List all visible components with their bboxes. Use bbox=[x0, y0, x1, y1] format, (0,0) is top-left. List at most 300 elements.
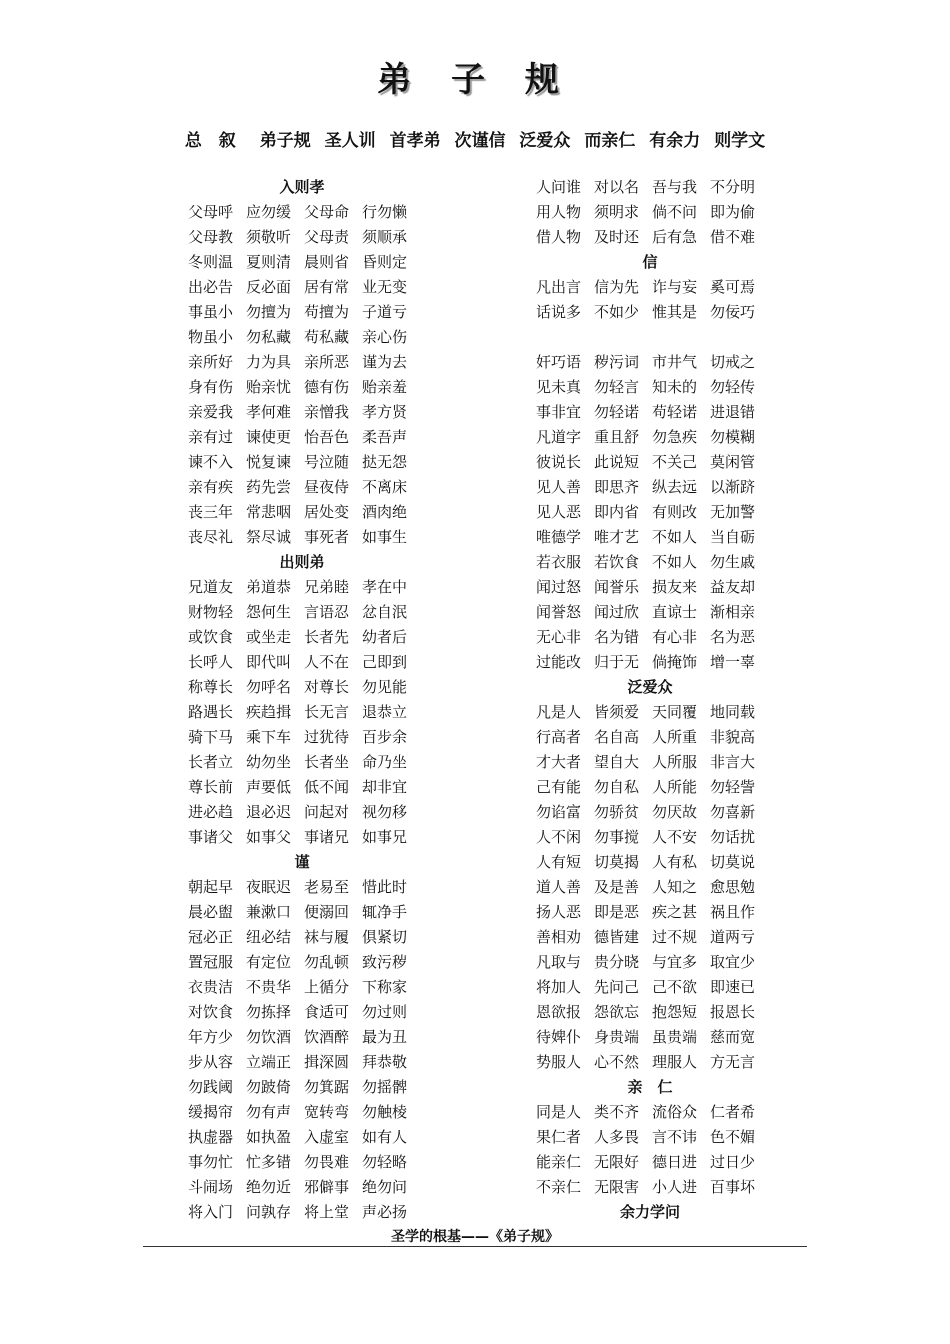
verse-phrase: 先问己 bbox=[594, 978, 640, 996]
verse-line bbox=[188, 825, 448, 850]
verse-phrase: 勿生戚 bbox=[710, 553, 756, 571]
verse-phrase: 望自大 bbox=[594, 753, 640, 771]
verse-line bbox=[188, 525, 448, 550]
verse-phrase: 方无言 bbox=[710, 1053, 756, 1071]
verse-phrase: 亲所恶 bbox=[304, 353, 350, 371]
verse-phrase: 长者先 bbox=[304, 628, 350, 646]
section-heading: 入则孝 bbox=[279, 178, 325, 196]
verse-phrase: 彼说长 bbox=[536, 453, 582, 471]
verse-line bbox=[536, 850, 796, 875]
verse-phrase: 取宜少 bbox=[710, 953, 756, 971]
verse-line bbox=[188, 600, 448, 625]
verse-phrase: 勿见能 bbox=[362, 678, 408, 696]
verse-phrase: 同是人 bbox=[536, 1103, 582, 1121]
verse-phrase: 晨则省 bbox=[304, 253, 350, 271]
verse-phrase: 勿有声 bbox=[246, 1103, 292, 1121]
verse-phrase: 乘下车 bbox=[246, 728, 292, 746]
verse-phrase: 不亲仁 bbox=[536, 1178, 582, 1196]
verse-phrase: 亲所好 bbox=[188, 353, 234, 371]
verse-phrase: 纽必结 bbox=[246, 928, 292, 946]
verse-phrase: 丧尽礼 bbox=[188, 528, 234, 546]
section-heading: 余力学问 bbox=[619, 1203, 680, 1221]
verse-line bbox=[536, 375, 796, 400]
page-title: 弟 子 规 bbox=[377, 60, 573, 100]
verse-phrase: 勿箕踞 bbox=[304, 1078, 350, 1096]
verse-phrase: 饮酒醉 bbox=[304, 1028, 350, 1046]
verse-phrase: 秽污词 bbox=[594, 353, 640, 371]
verse-phrase: 勿轻略 bbox=[362, 1153, 408, 1171]
verse-phrase: 视勿移 bbox=[362, 803, 408, 821]
verse-phrase: 或饮食 bbox=[188, 628, 234, 646]
verse-phrase: 事诸父 bbox=[188, 828, 234, 846]
verse-phrase: 见人恶 bbox=[536, 503, 582, 521]
verse-phrase: 德有伤 bbox=[304, 378, 350, 396]
verse-phrase: 勿乱顿 bbox=[304, 953, 350, 971]
verse-phrase: 即速已 bbox=[710, 978, 756, 996]
verse-phrase: 谏使更 bbox=[246, 428, 292, 446]
verse-phrase: 勿呼名 bbox=[246, 678, 292, 696]
intro-phrase: 泛爱众 bbox=[519, 131, 571, 151]
verse-line bbox=[536, 775, 796, 800]
verse-phrase: 食适可 bbox=[304, 1003, 350, 1021]
verse-phrase: 增一辜 bbox=[710, 653, 756, 671]
verse-phrase: 闻誉乐 bbox=[594, 578, 640, 596]
verse-phrase: 名为恶 bbox=[710, 628, 756, 646]
verse-phrase: 老易至 bbox=[304, 878, 350, 896]
verse-line bbox=[188, 375, 448, 400]
verse-phrase: 孝方贤 bbox=[362, 403, 408, 421]
verse-phrase: 人知之 bbox=[652, 878, 698, 896]
verse-phrase: 俱紧切 bbox=[362, 928, 408, 946]
verse-phrase: 谏不入 bbox=[188, 453, 234, 471]
verse-phrase: 力为具 bbox=[246, 353, 292, 371]
verse-phrase: 言不讳 bbox=[652, 1128, 698, 1146]
verse-phrase: 人不在 bbox=[304, 653, 350, 671]
verse-line bbox=[536, 825, 796, 850]
verse-phrase: 亲憎我 bbox=[304, 403, 350, 421]
verse-phrase: 倘掩饰 bbox=[652, 653, 698, 671]
verse-phrase: 不如人 bbox=[652, 553, 698, 571]
verse-line bbox=[536, 500, 796, 525]
verse-phrase: 骑下马 bbox=[188, 728, 234, 746]
verse-phrase: 有定位 bbox=[246, 953, 292, 971]
verse-phrase: 有心非 bbox=[652, 628, 698, 646]
verse-phrase: 如事生 bbox=[362, 528, 408, 546]
verse-line bbox=[536, 175, 796, 200]
verse-phrase: 立端正 bbox=[246, 1053, 292, 1071]
verse-phrase: 丧三年 bbox=[188, 503, 234, 521]
verse-phrase: 归于无 bbox=[594, 653, 640, 671]
verse-line bbox=[536, 1150, 796, 1175]
verse-phrase: 入虚室 bbox=[304, 1128, 350, 1146]
verse-phrase: 苟私藏 bbox=[304, 328, 350, 346]
verse-line bbox=[188, 925, 448, 950]
verse-phrase: 纵去远 bbox=[652, 478, 698, 496]
verse-phrase: 怨何生 bbox=[246, 603, 292, 621]
verse-phrase: 勿骄贫 bbox=[594, 803, 640, 821]
verse-phrase: 疾趋揖 bbox=[246, 703, 292, 721]
verse-phrase: 冠必正 bbox=[188, 928, 234, 946]
verse-phrase: 昼夜侍 bbox=[304, 478, 350, 496]
verse-phrase: 进必趋 bbox=[188, 803, 234, 821]
verse-phrase: 怨欲忘 bbox=[594, 1003, 640, 1021]
verse-phrase: 人多畏 bbox=[594, 1128, 640, 1146]
verse-phrase: 勿模糊 bbox=[710, 428, 756, 446]
verse-line bbox=[536, 650, 796, 675]
verse-phrase: 即为偷 bbox=[710, 203, 756, 221]
verse-phrase: 夏则清 bbox=[246, 253, 292, 271]
verse-phrase: 身有伤 bbox=[188, 378, 234, 396]
verse-phrase: 冬则温 bbox=[188, 253, 234, 271]
verse-phrase: 行高者 bbox=[536, 728, 582, 746]
verse-phrase: 色不媚 bbox=[710, 1128, 756, 1146]
verse-phrase: 事勿忙 bbox=[188, 1153, 234, 1171]
verse-line bbox=[188, 1200, 448, 1225]
intro-line bbox=[0, 126, 950, 151]
verse-phrase: 勿轻传 bbox=[710, 378, 756, 396]
verse-phrase: 将上堂 bbox=[304, 1203, 350, 1221]
verse-phrase: 倘不问 bbox=[652, 203, 698, 221]
verse-phrase: 报恩长 bbox=[710, 1003, 756, 1021]
verse-phrase: 勿谄富 bbox=[536, 803, 582, 821]
verse-phrase: 无限害 bbox=[594, 1178, 640, 1196]
verse-phrase: 问起对 bbox=[304, 803, 350, 821]
verse-phrase: 勿跛倚 bbox=[246, 1078, 292, 1096]
verse-phrase: 苟轻诺 bbox=[652, 403, 698, 421]
verse-phrase: 过不规 bbox=[652, 928, 698, 946]
verse-line bbox=[188, 1075, 448, 1100]
verse-phrase: 己有能 bbox=[536, 778, 582, 796]
verse-phrase: 或坐走 bbox=[246, 628, 292, 646]
verse-phrase: 物虽小 bbox=[188, 328, 234, 346]
verse-phrase: 悦复谏 bbox=[246, 453, 292, 471]
section-heading: 泛爱众 bbox=[627, 678, 673, 696]
verse-phrase: 愈思勉 bbox=[710, 878, 756, 896]
verse-phrase: 苟擅为 bbox=[304, 303, 350, 321]
intro-label: 总 叙 bbox=[184, 131, 236, 151]
verse-line bbox=[536, 600, 796, 625]
verse-phrase: 事非宜 bbox=[536, 403, 582, 421]
verse-phrase: 不离床 bbox=[362, 478, 408, 496]
verse-phrase: 人问谁 bbox=[536, 178, 582, 196]
verse-phrase: 切莫揭 bbox=[594, 853, 640, 871]
verse-line bbox=[188, 450, 448, 475]
verse-phrase: 退恭立 bbox=[362, 703, 408, 721]
verse-phrase: 挞无怨 bbox=[362, 453, 408, 471]
verse-phrase: 父母教 bbox=[188, 228, 234, 246]
verse-phrase: 柔吾声 bbox=[362, 428, 408, 446]
verse-phrase: 事虽小 bbox=[188, 303, 234, 321]
verse-phrase: 忿自泯 bbox=[362, 603, 408, 621]
verse-phrase: 能亲仁 bbox=[536, 1153, 582, 1171]
verse-phrase: 百步余 bbox=[362, 728, 408, 746]
verse-phrase: 待婢仆 bbox=[536, 1028, 582, 1046]
verse-phrase: 渐相亲 bbox=[710, 603, 756, 621]
verse-phrase: 勿轻诺 bbox=[594, 403, 640, 421]
verse-phrase: 闻过怒 bbox=[536, 578, 582, 596]
verse-phrase: 长呼人 bbox=[188, 653, 234, 671]
verse-line bbox=[536, 275, 796, 300]
verse-line bbox=[536, 1100, 796, 1125]
verse-phrase: 道两亏 bbox=[710, 928, 756, 946]
verse-phrase: 怡吾色 bbox=[304, 428, 350, 446]
verse-phrase: 亲爱我 bbox=[188, 403, 234, 421]
verse-phrase: 祸且作 bbox=[710, 903, 756, 921]
verse-line bbox=[188, 475, 448, 500]
verse-line bbox=[188, 700, 448, 725]
verse-phrase: 直谅士 bbox=[652, 603, 698, 621]
verse-phrase: 勿轻言 bbox=[594, 378, 640, 396]
verse-line bbox=[536, 800, 796, 825]
verse-phrase: 流俗众 bbox=[652, 1103, 698, 1121]
verse-phrase: 谨为去 bbox=[362, 353, 408, 371]
verse-phrase: 与宜多 bbox=[652, 953, 698, 971]
verse-phrase: 反必面 bbox=[246, 278, 292, 296]
verse-phrase: 须明求 bbox=[594, 203, 640, 221]
verse-phrase: 忙多错 bbox=[246, 1153, 292, 1171]
verse-phrase: 居有常 bbox=[304, 278, 350, 296]
verse-line bbox=[536, 975, 796, 1000]
verse-phrase: 如事父 bbox=[246, 828, 292, 846]
verse-phrase: 行勿懒 bbox=[362, 203, 408, 221]
verse-phrase: 绝勿问 bbox=[362, 1178, 408, 1196]
verse-phrase: 宽转弯 bbox=[304, 1103, 350, 1121]
verse-phrase: 如执盈 bbox=[246, 1128, 292, 1146]
verse-phrase: 号泣随 bbox=[304, 453, 350, 471]
verse-phrase: 勿拣择 bbox=[246, 1003, 292, 1021]
verse-line bbox=[536, 225, 796, 250]
verse-line bbox=[188, 400, 448, 425]
verse-line bbox=[536, 200, 796, 225]
verse-phrase: 弟道恭 bbox=[246, 578, 292, 596]
verse-phrase: 勿触棱 bbox=[362, 1103, 408, 1121]
verse-phrase: 常悲咽 bbox=[246, 503, 292, 521]
verse-phrase: 勿事搅 bbox=[594, 828, 640, 846]
verse-phrase: 居处变 bbox=[304, 503, 350, 521]
verse-phrase: 即思齐 bbox=[594, 478, 640, 496]
verse-phrase: 勿私藏 bbox=[246, 328, 292, 346]
verse-phrase: 孝在中 bbox=[362, 578, 408, 596]
verse-line bbox=[536, 400, 796, 425]
verse-line bbox=[188, 225, 448, 250]
verse-phrase: 药先尝 bbox=[246, 478, 292, 496]
verse-phrase: 己不欲 bbox=[652, 978, 698, 996]
verse-phrase: 辄净手 bbox=[362, 903, 408, 921]
verse-phrase: 命乃坐 bbox=[362, 753, 408, 771]
verse-phrase: 借不难 bbox=[710, 228, 756, 246]
verse-line bbox=[188, 425, 448, 450]
intro-phrase: 次谨信 bbox=[454, 131, 506, 151]
verse-phrase: 闻誉怒 bbox=[536, 603, 582, 621]
verse-phrase: 心不然 bbox=[594, 1053, 640, 1071]
verse-phrase: 唯才艺 bbox=[594, 528, 640, 546]
verse-phrase: 知未的 bbox=[652, 378, 698, 396]
verse-phrase: 事诸兄 bbox=[304, 828, 350, 846]
verse-phrase: 以渐跻 bbox=[710, 478, 756, 496]
intro-phrase: 圣人训 bbox=[324, 131, 376, 151]
verse-phrase: 勿话扰 bbox=[710, 828, 756, 846]
verse-phrase: 无加警 bbox=[710, 503, 756, 521]
verse-line bbox=[188, 500, 448, 525]
verse-line bbox=[188, 650, 448, 675]
verse-phrase: 过能改 bbox=[536, 653, 582, 671]
verse-phrase: 及时还 bbox=[594, 228, 640, 246]
verse-phrase: 勿厌故 bbox=[652, 803, 698, 821]
right-column bbox=[536, 175, 796, 1225]
verse-line bbox=[188, 1050, 448, 1075]
verse-phrase: 不如人 bbox=[652, 528, 698, 546]
footer-text: 圣学的根基——《弟子规》 bbox=[391, 1229, 559, 1245]
verse-phrase: 亲有过 bbox=[188, 428, 234, 446]
verse-phrase: 仁者希 bbox=[710, 1103, 756, 1121]
verse-line bbox=[188, 200, 448, 225]
verse-phrase: 切戒之 bbox=[710, 353, 756, 371]
verse-phrase: 唯德学 bbox=[536, 528, 582, 546]
verse-phrase: 身贵端 bbox=[594, 1028, 640, 1046]
verse-line bbox=[536, 950, 796, 975]
verse-phrase: 天同覆 bbox=[652, 703, 698, 721]
footer-rule bbox=[143, 1246, 807, 1247]
verse-phrase: 尊长前 bbox=[188, 778, 234, 796]
verse-phrase: 亲有疾 bbox=[188, 478, 234, 496]
verse-line bbox=[188, 325, 448, 350]
verse-phrase: 年方少 bbox=[188, 1028, 234, 1046]
verse-phrase: 勿轻訾 bbox=[710, 778, 756, 796]
verse-phrase: 才大者 bbox=[536, 753, 582, 771]
verse-phrase: 人所服 bbox=[652, 753, 698, 771]
verse-phrase: 话说多 bbox=[536, 303, 582, 321]
verse-phrase: 兼漱口 bbox=[246, 903, 292, 921]
section-heading: 亲 仁 bbox=[627, 1078, 673, 1096]
verse-phrase: 见人善 bbox=[536, 478, 582, 496]
verse-phrase: 无限好 bbox=[594, 1153, 640, 1171]
verse-phrase: 勿畏难 bbox=[304, 1153, 350, 1171]
verse-phrase: 袜与履 bbox=[304, 928, 350, 946]
verse-phrase: 疾之甚 bbox=[652, 903, 698, 921]
verse-phrase: 兄道友 bbox=[188, 578, 234, 596]
verse-phrase: 退必迟 bbox=[246, 803, 292, 821]
verse-line bbox=[536, 725, 796, 750]
verse-phrase: 如有人 bbox=[362, 1128, 408, 1146]
verse-phrase: 酒肉绝 bbox=[362, 503, 408, 521]
verse-phrase: 吾与我 bbox=[652, 178, 698, 196]
verse-phrase: 将加人 bbox=[536, 978, 582, 996]
verse-line bbox=[536, 1125, 796, 1150]
verse-phrase: 理服人 bbox=[652, 1053, 698, 1071]
verse-phrase: 非貌高 bbox=[710, 728, 756, 746]
verse-phrase: 贵分晓 bbox=[594, 953, 640, 971]
verse-phrase: 祭尽诚 bbox=[246, 528, 292, 546]
verse-phrase: 后有急 bbox=[652, 228, 698, 246]
verse-line bbox=[536, 1050, 796, 1075]
intro-phrase: 而亲仁 bbox=[584, 131, 636, 151]
verse-phrase: 善相劝 bbox=[536, 928, 582, 946]
verse-phrase: 道人善 bbox=[536, 878, 582, 896]
blank-line bbox=[536, 325, 796, 350]
verse-phrase: 出必告 bbox=[188, 278, 234, 296]
verse-line bbox=[188, 675, 448, 700]
verse-phrase: 若饮食 bbox=[594, 553, 640, 571]
verse-line bbox=[188, 1150, 448, 1175]
verse-line bbox=[188, 625, 448, 650]
verse-phrase: 莫闲管 bbox=[710, 453, 756, 471]
left-column bbox=[188, 175, 448, 1225]
verse-phrase: 皆须爱 bbox=[594, 703, 640, 721]
verse-phrase: 称尊长 bbox=[188, 678, 234, 696]
verse-phrase: 人所能 bbox=[652, 778, 698, 796]
verse-phrase: 己即到 bbox=[362, 653, 408, 671]
verse-phrase: 益友却 bbox=[710, 578, 756, 596]
verse-phrase: 却非宜 bbox=[362, 778, 408, 796]
verse-phrase: 奸巧语 bbox=[536, 353, 582, 371]
section-heading: 出则弟 bbox=[279, 553, 325, 571]
verse-phrase: 有则改 bbox=[652, 503, 698, 521]
verse-phrase: 晨必盥 bbox=[188, 903, 234, 921]
verse-line bbox=[536, 350, 796, 375]
verse-phrase: 兄弟睦 bbox=[304, 578, 350, 596]
verse-phrase: 用人物 bbox=[536, 203, 582, 221]
verse-line bbox=[188, 750, 448, 775]
verse-phrase: 长无言 bbox=[304, 703, 350, 721]
section-heading: 谨 bbox=[294, 853, 310, 871]
verse-line bbox=[188, 350, 448, 375]
verse-phrase: 不分明 bbox=[710, 178, 756, 196]
verse-line bbox=[188, 1000, 448, 1025]
verse-phrase: 闻过欣 bbox=[594, 603, 640, 621]
verse-phrase: 衣贵洁 bbox=[188, 978, 234, 996]
verse-phrase: 抱怨短 bbox=[652, 1003, 698, 1021]
verse-phrase: 致污秽 bbox=[362, 953, 408, 971]
verse-phrase: 惟其是 bbox=[652, 303, 698, 321]
verse-phrase: 孝何难 bbox=[246, 403, 292, 421]
verse-phrase: 朝起早 bbox=[188, 878, 234, 896]
verse-phrase: 贻亲忧 bbox=[246, 378, 292, 396]
verse-phrase: 若衣服 bbox=[536, 553, 582, 571]
verse-line bbox=[188, 1175, 448, 1200]
verse-phrase: 子道亏 bbox=[362, 303, 408, 321]
verse-line bbox=[188, 1100, 448, 1125]
verse-line bbox=[536, 300, 796, 325]
verse-phrase: 对尊长 bbox=[304, 678, 350, 696]
verse-phrase: 拜恭敬 bbox=[362, 1053, 408, 1071]
verse-phrase: 事死者 bbox=[304, 528, 350, 546]
verse-phrase: 切莫说 bbox=[710, 853, 756, 871]
verse-phrase: 勿过则 bbox=[362, 1003, 408, 1021]
verse-phrase: 损友来 bbox=[652, 578, 698, 596]
verse-line bbox=[536, 1175, 796, 1200]
verse-phrase: 问孰存 bbox=[246, 1203, 292, 1221]
verse-phrase: 最为丑 bbox=[362, 1028, 408, 1046]
verse-phrase: 财物轻 bbox=[188, 603, 234, 621]
verse-phrase: 对饮食 bbox=[188, 1003, 234, 1021]
verse-phrase: 勿喜新 bbox=[710, 803, 756, 821]
verse-phrase: 奚可焉 bbox=[710, 278, 756, 296]
verse-phrase: 慈而宽 bbox=[710, 1028, 756, 1046]
verse-line bbox=[188, 900, 448, 925]
verse-line bbox=[188, 300, 448, 325]
verse-line bbox=[536, 575, 796, 600]
verse-phrase: 此说短 bbox=[594, 453, 640, 471]
verse-phrase: 百事坏 bbox=[710, 1178, 756, 1196]
verse-phrase: 执虚器 bbox=[188, 1128, 234, 1146]
verse-phrase: 人不闲 bbox=[536, 828, 582, 846]
verse-phrase: 对以名 bbox=[594, 178, 640, 196]
verse-phrase: 低不闻 bbox=[304, 778, 350, 796]
verse-phrase: 势服人 bbox=[536, 1053, 582, 1071]
verse-phrase: 勿饮酒 bbox=[246, 1028, 292, 1046]
verse-phrase: 诈与妄 bbox=[652, 278, 698, 296]
verse-phrase: 及是善 bbox=[594, 878, 640, 896]
